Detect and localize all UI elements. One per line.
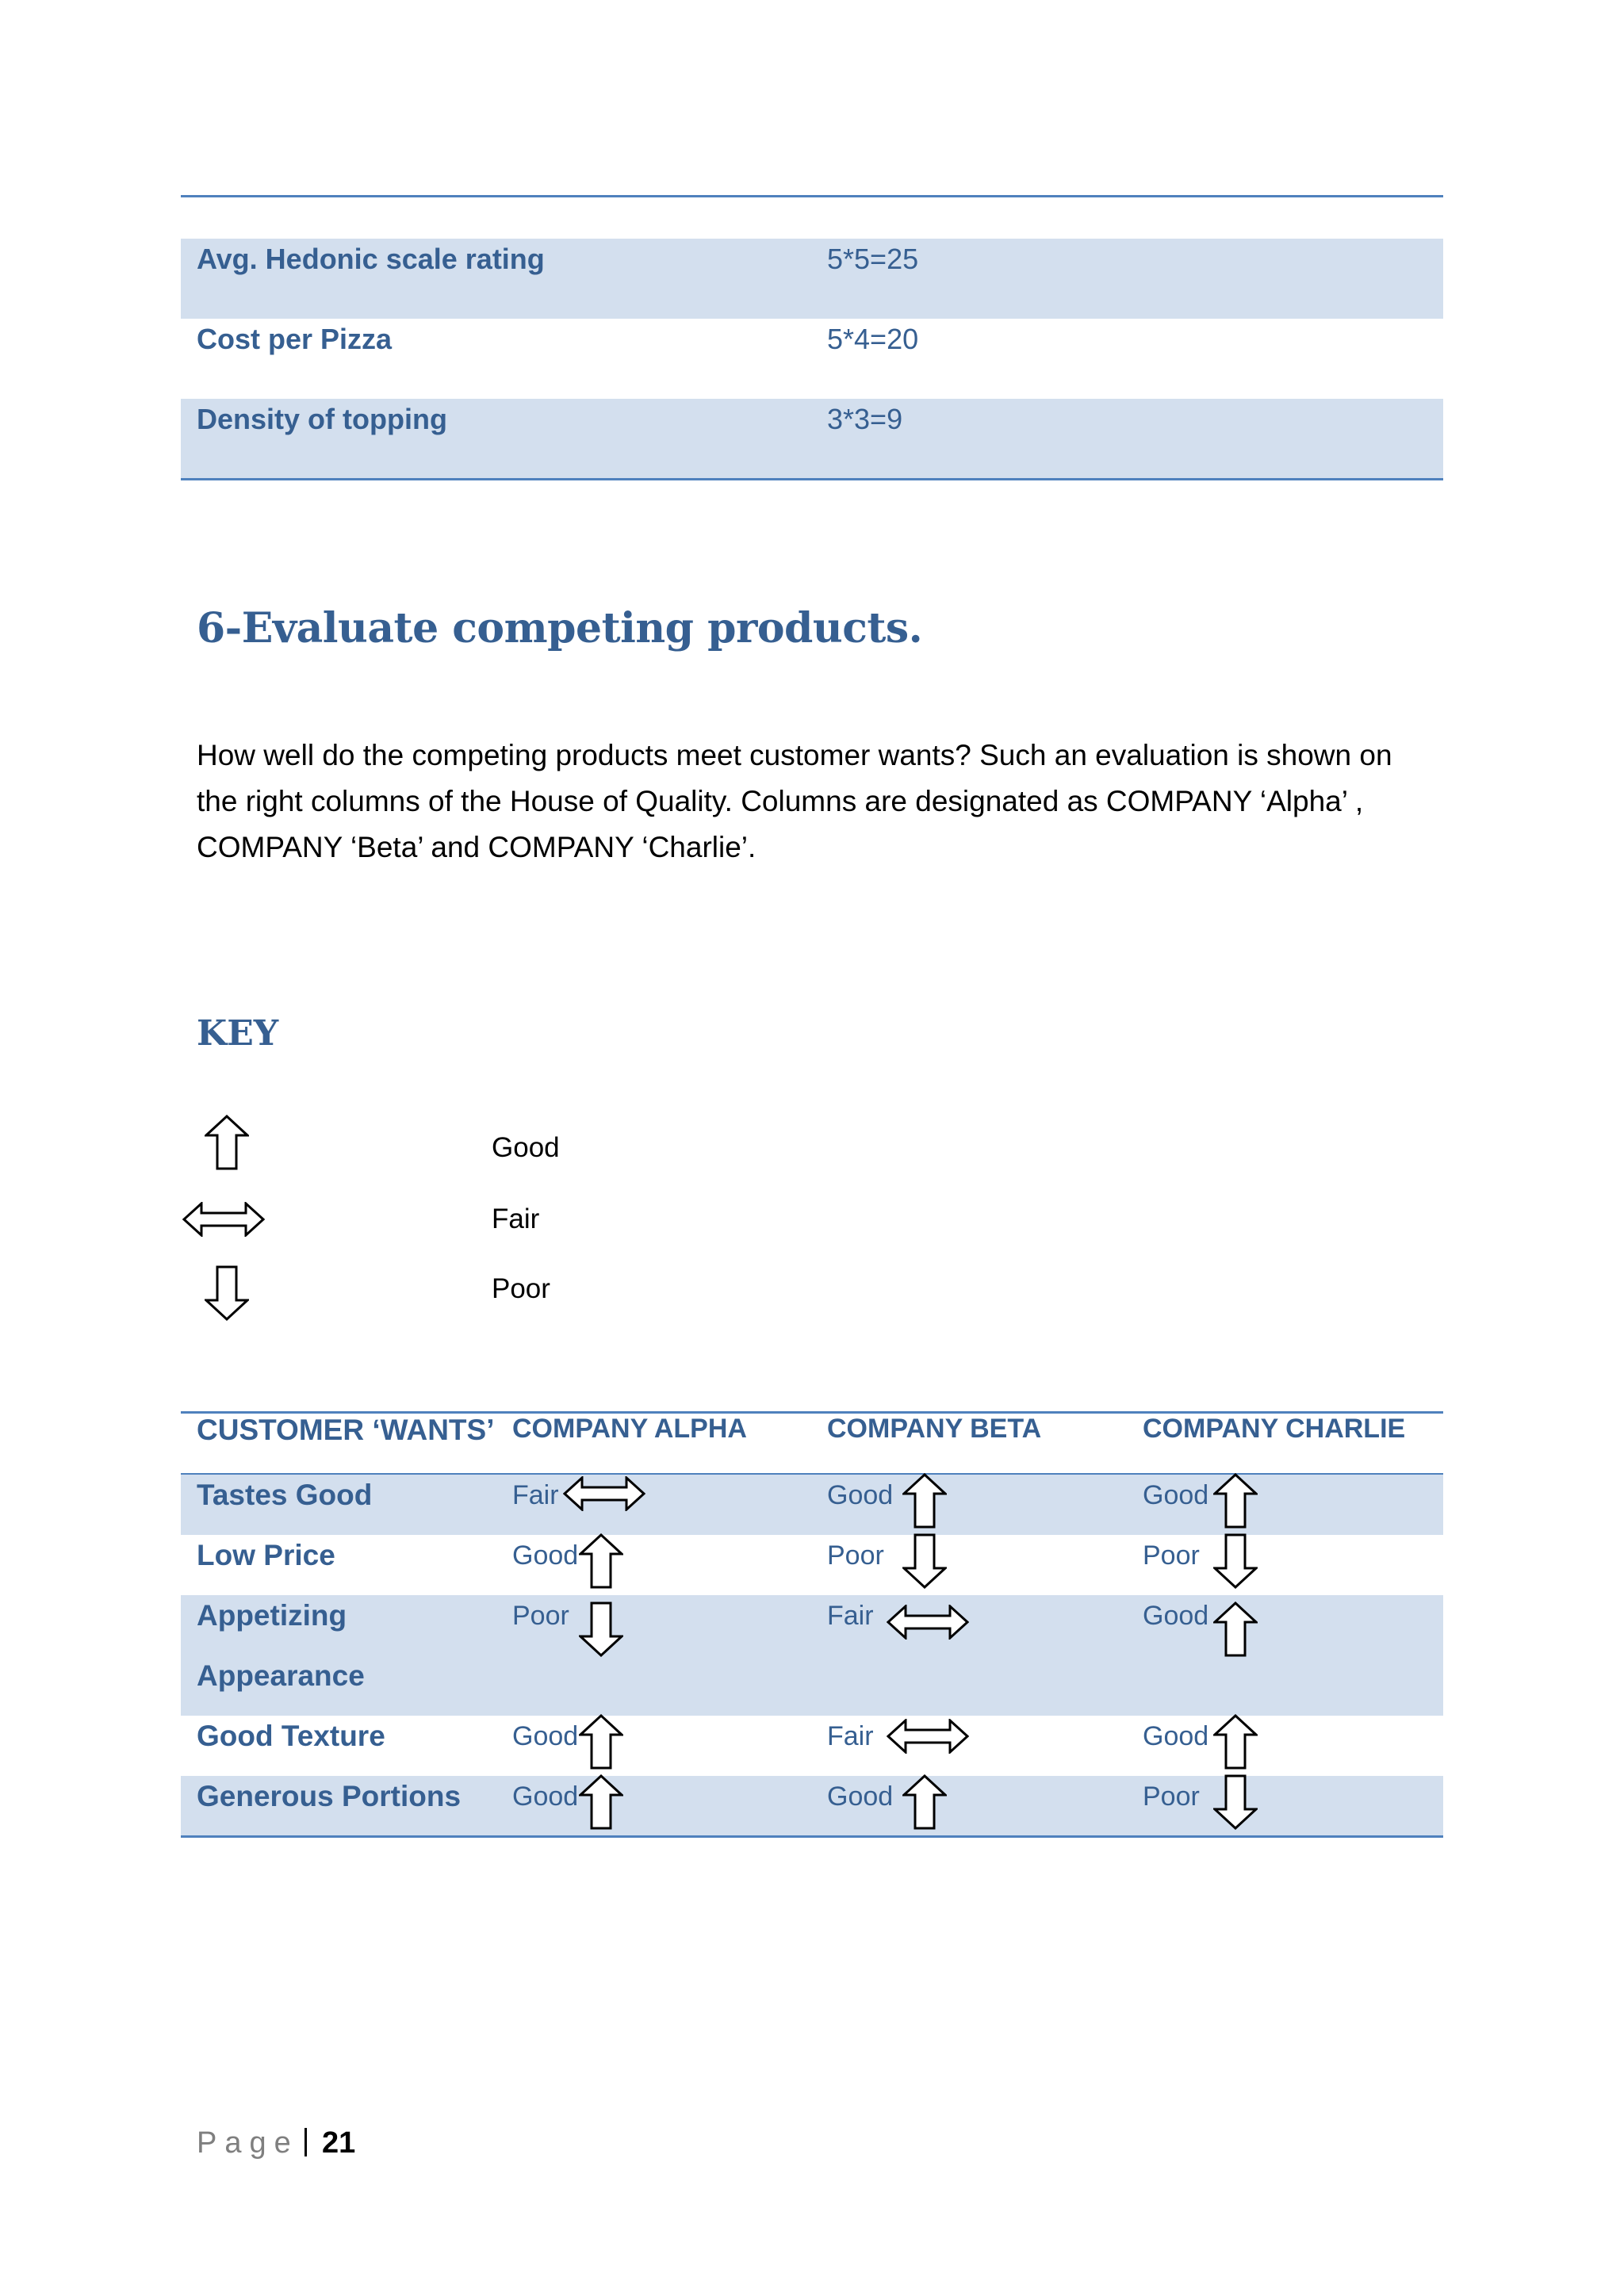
- rating-beta: Fair: [827, 1601, 874, 1631]
- rating-alpha: Poor: [512, 1601, 569, 1631]
- footer-page-number: 21: [322, 2126, 356, 2160]
- rating-charlie: Good: [1143, 1721, 1209, 1751]
- up-arrow-icon: [579, 1714, 623, 1770]
- top-table-bottom-rule: [181, 478, 1443, 480]
- rating-beta: Poor: [827, 1540, 884, 1571]
- customer-want: Tastes Good: [197, 1479, 373, 1511]
- customer-want: Appetizing: [197, 1599, 347, 1632]
- footer-divider: [304, 2128, 307, 2156]
- up-arrow-icon: [205, 1115, 249, 1170]
- paragraph-line: the right columns of the House of Quality. Columns are designated as COMPANY ‘Alpha’ ,: [197, 785, 1364, 817]
- rating-charlie: Poor: [1143, 1781, 1200, 1812]
- key-title: KEY: [197, 1013, 279, 1054]
- section-paragraph: [197, 733, 1450, 871]
- top-table-value: 3*3=9: [827, 403, 903, 435]
- customer-want: Low Price: [197, 1539, 335, 1571]
- up-arrow-icon: [902, 1774, 947, 1830]
- rating-beta: Good: [827, 1781, 894, 1812]
- rating-alpha: Fair: [512, 1480, 559, 1510]
- rating-charlie: Good: [1143, 1480, 1209, 1510]
- down-arrow-icon: [205, 1265, 249, 1321]
- comparison-bottom-rule: [181, 1835, 1443, 1838]
- down-arrow-icon: [579, 1601, 623, 1657]
- paragraph-line: How well do the competing products meet customer wants? Such an evaluation is shown on: [197, 739, 1392, 771]
- key-label: Good: [492, 1132, 560, 1163]
- down-arrow-icon: [1213, 1774, 1258, 1830]
- header-company-alpha: COMPANY ALPHA: [512, 1414, 747, 1444]
- section-heading: 6-Evaluate competing products.: [197, 604, 923, 652]
- paragraph-line: COMPANY ‘Beta’ and COMPANY ‘Charlie’.: [197, 831, 756, 863]
- top-table-value: 5*5=25: [827, 243, 919, 275]
- customer-want: Generous Portions: [197, 1780, 462, 1812]
- down-arrow-icon: [1213, 1533, 1258, 1589]
- left-right-arrow-icon: [182, 1202, 265, 1237]
- up-arrow-icon: [579, 1533, 623, 1589]
- top-table-label: Avg. Hedonic scale rating: [197, 243, 545, 275]
- rating-alpha: Good: [512, 1781, 579, 1812]
- key-label: Poor: [492, 1273, 550, 1304]
- rating-beta: Good: [827, 1480, 894, 1510]
- top-table-top-rule: [181, 195, 1443, 197]
- top-table-label: Density of topping: [197, 403, 447, 435]
- footer-page-word: Page: [197, 2126, 299, 2160]
- header-company-charlie: COMPANY CHARLIE: [1143, 1414, 1406, 1444]
- up-arrow-icon: [1213, 1473, 1258, 1529]
- rating-charlie: Good: [1143, 1601, 1209, 1631]
- header-customer-wants: CUSTOMER ‘WANTS’: [197, 1414, 495, 1446]
- up-arrow-icon: [902, 1473, 947, 1529]
- rating-alpha: Good: [512, 1540, 579, 1571]
- customer-want: Appearance: [197, 1659, 365, 1692]
- left-right-arrow-icon: [563, 1476, 645, 1511]
- top-table-label: Cost per Pizza: [197, 323, 393, 355]
- top-table-value: 5*4=20: [827, 323, 919, 355]
- rating-beta: Fair: [827, 1721, 874, 1751]
- up-arrow-icon: [1213, 1714, 1258, 1770]
- rating-alpha: Good: [512, 1721, 579, 1751]
- header-company-beta: COMPANY BETA: [827, 1414, 1042, 1444]
- down-arrow-icon: [902, 1533, 947, 1589]
- left-right-arrow-icon: [887, 1719, 969, 1754]
- left-right-arrow-icon: [887, 1605, 969, 1640]
- rating-charlie: Poor: [1143, 1540, 1200, 1571]
- up-arrow-icon: [579, 1774, 623, 1830]
- up-arrow-icon: [1213, 1601, 1258, 1657]
- customer-want: Good Texture: [197, 1720, 385, 1752]
- key-label: Fair: [492, 1203, 540, 1234]
